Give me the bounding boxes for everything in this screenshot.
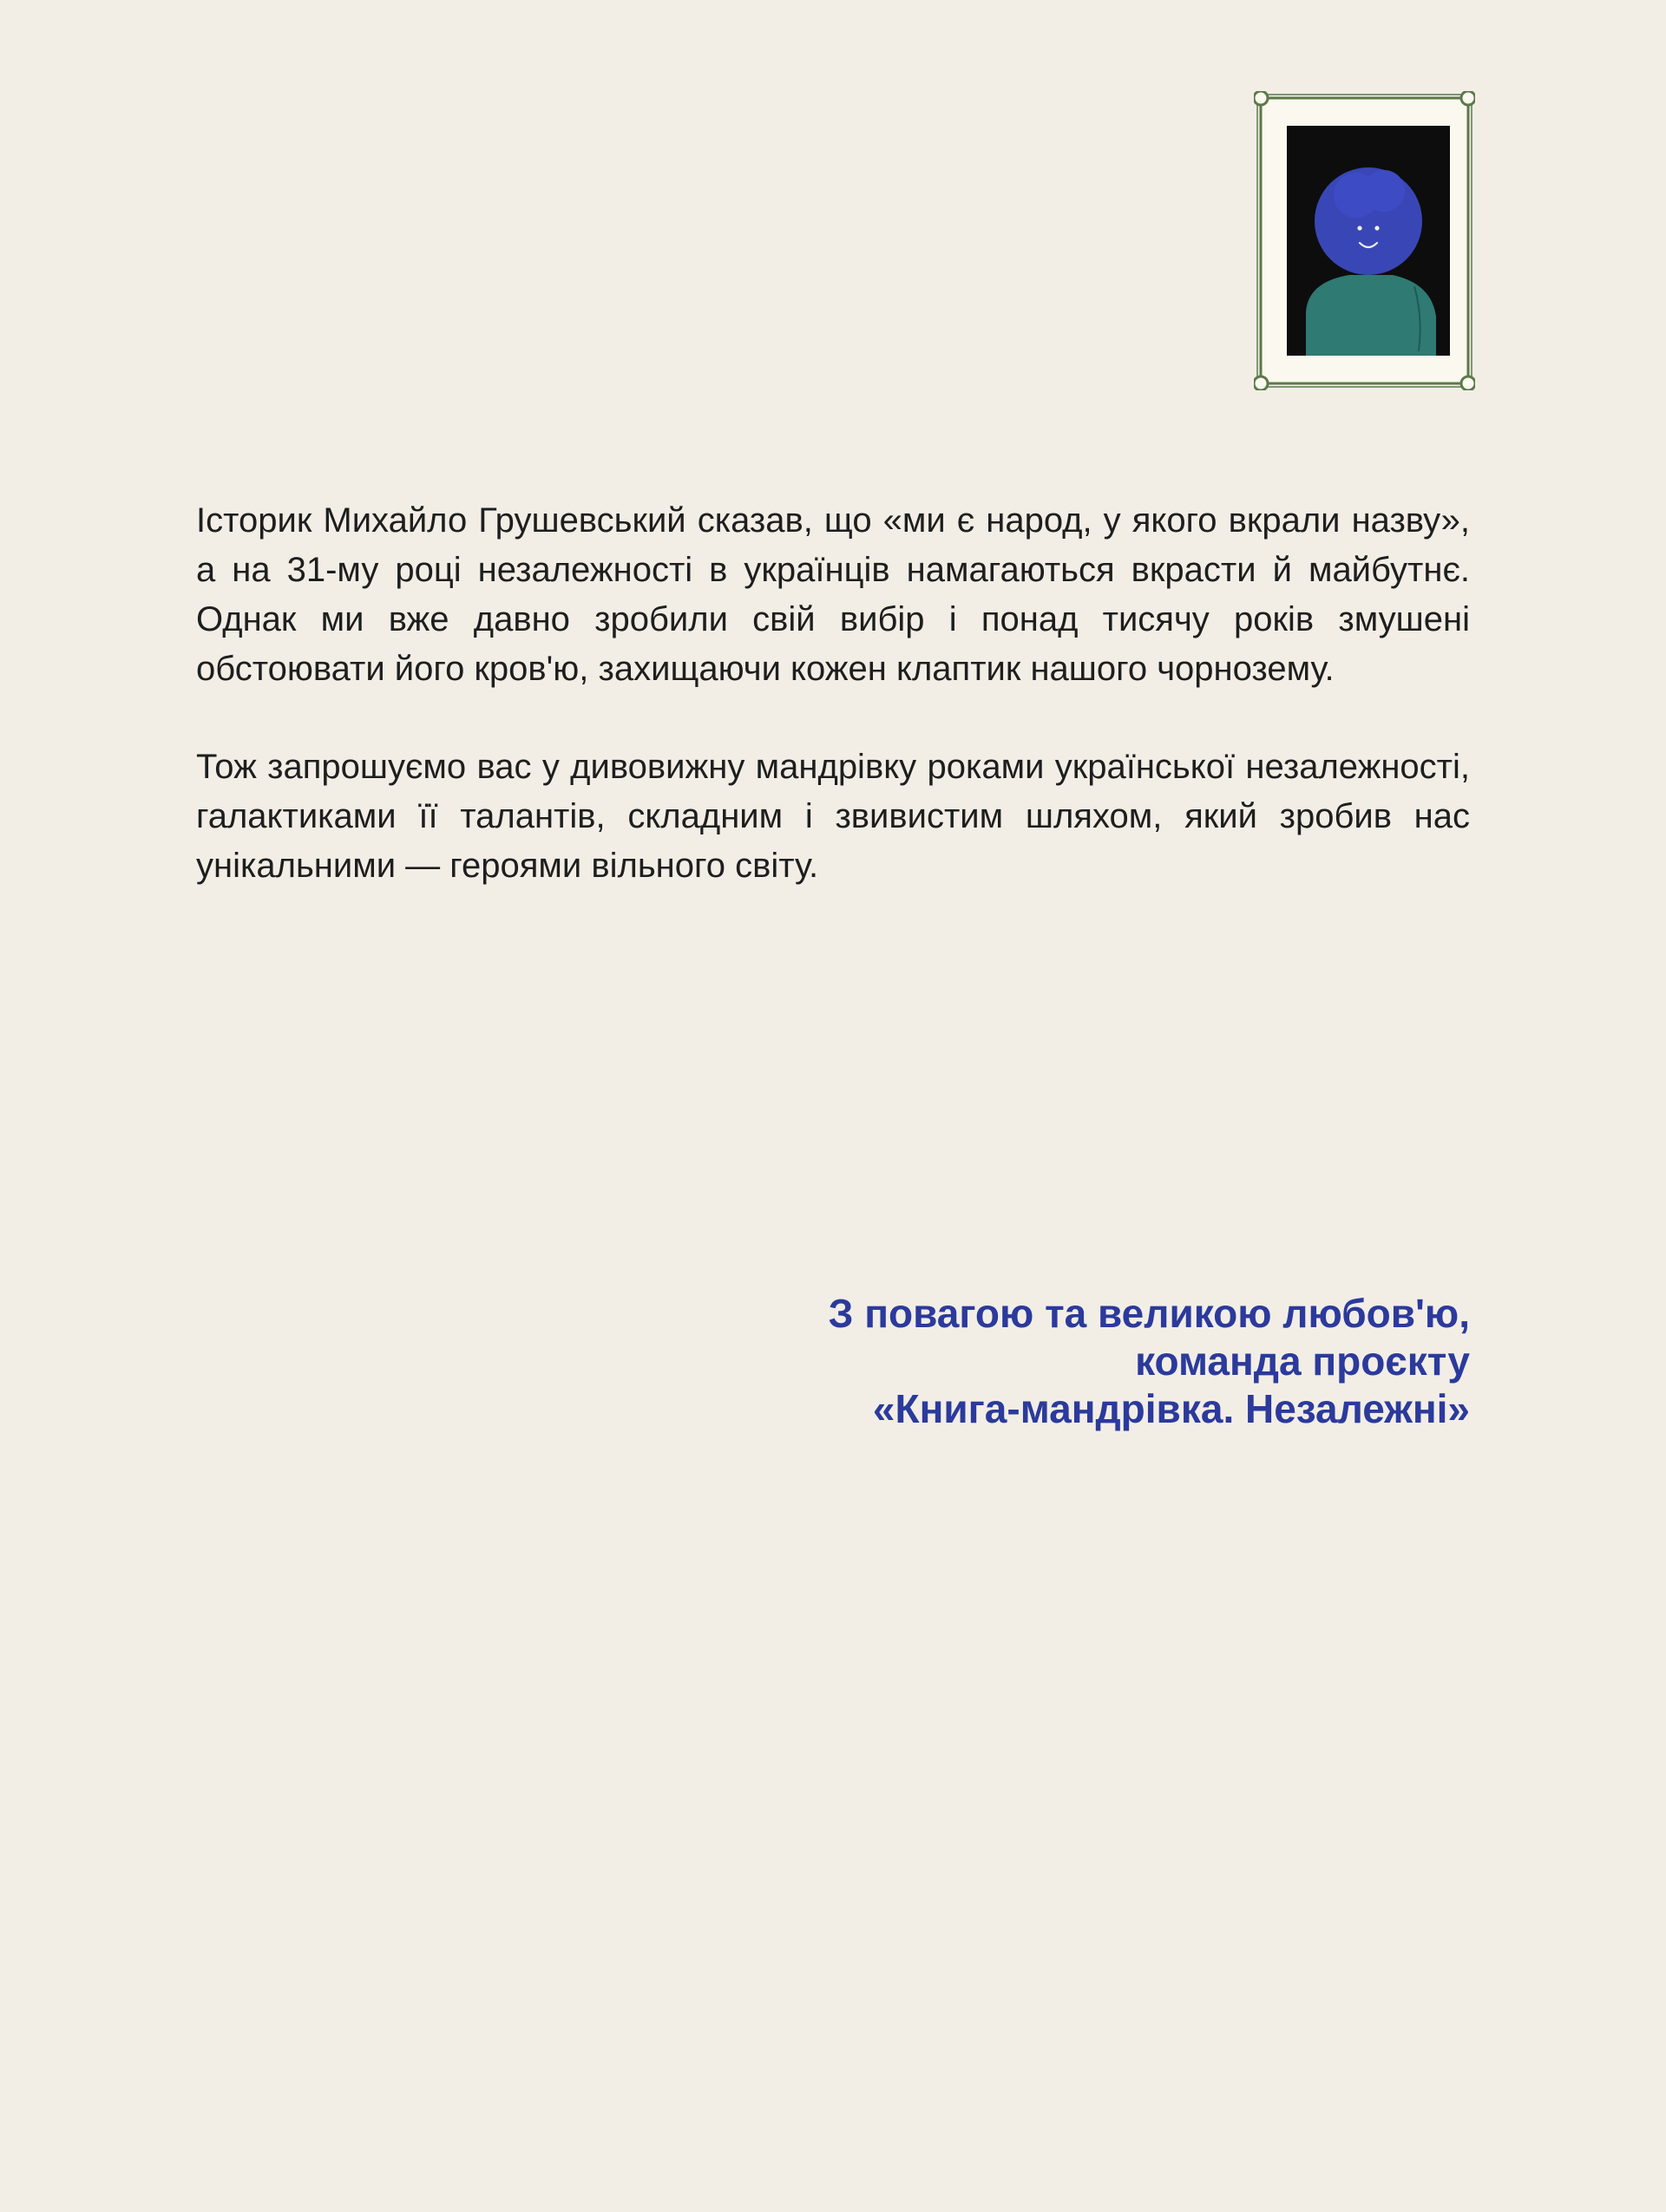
- paragraph: Історик Михайло Грушевський сказав, що «ми є народ, у якого вкрали назву», а на 31-му році незалежності в українців намагаються вкрасти й майбутнє. Однак ми вже давно зробили свій вибір і понад тисячу років змушені обстоювати його кров'ю, захищаючи кожен клаптик нашого чорнозему.: [196, 501, 1470, 688]
- intro-text: [196, 496, 1470, 939]
- framed-portrait-icon: [1254, 91, 1475, 390]
- paragraph: Тож запрошуємо вас у дивовижну мандрівку роками української незалежності, галактиками її талантів, складним і звивистим шляхом, який зробив нас унікальними — героями вільного світу.: [196, 748, 1470, 885]
- signature-line: команда проєкту: [1135, 1338, 1470, 1384]
- signature-line: «Книга-мандрівка. Незалежні»: [872, 1386, 1470, 1431]
- signature-line: З повагою та великою любов'ю,: [828, 1291, 1470, 1336]
- signature: [515, 1290, 1470, 1433]
